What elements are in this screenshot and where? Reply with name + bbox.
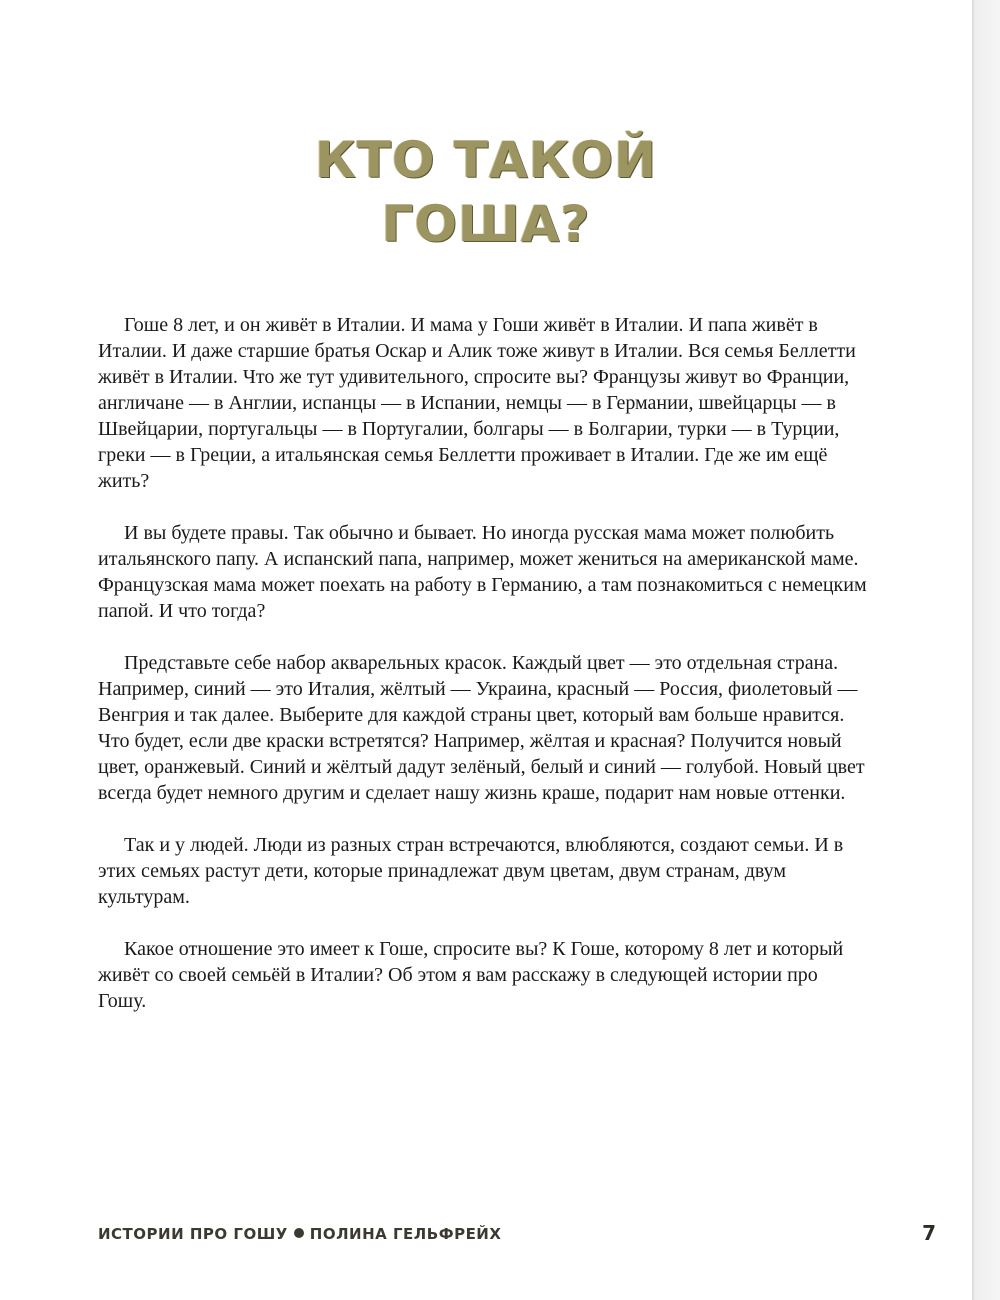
paragraph-5: Какое отношение это имеет к Гоше, спросите вы? К Гоше, которому 8 лет и который живёт со своей семьёй в Италии? Об этом я вам расскажу в следующей истории про Гошу. [98, 938, 844, 1012]
paragraph-1: Гоше 8 лет, и он живёт в Италии. И мама у Гоши живёт в Италии. И папа живёт в Италии. И даже старшие братья Оскар и Алик тоже живут в Италии. Вся семья Беллетти живёт в Италии. Что же тут удивительного, спросите вы? Французы живут во Франции, англичане — в Англии, испанцы — в Испании, немцы — в Германии, швейцарцы — в Швейцарии, португальцы — в Португалии, болгары — в Болгарии, турки — в Турции, греки — в Греции, а итальянская семья Беллетти проживает в Италии. Где же им ещё жить? [98, 314, 856, 492]
paragraph-3: Представьте себе набор акварельных красок. Каждый цвет — это отдельная страна. Например, синий — это Италия, жёлтый — Украина, красный — Россия, фиолетовый — Венгрия и так далее. Выберите для каждой страны цвет, который вам больше нравится. Что будет, если две краски встретятся? Например, жёлтая и красная? Получится новый цвет, оранжевый. Синий и жёлтый дадут зелёный, белый и синий — голубой. Новый цвет всегда будет немного другим и сделает нашу жизнь краше, подарит нам новые оттенки. [98, 652, 865, 804]
paragraph-2: И вы будете правы. Так обычно и бывает. Но иногда русская мама может полюбить итальянского папу. А испанский папа, например, может жениться на американской маме. Французская мама может поехать на работу в Германию, а там познакомиться с немецким папой. И что тогда? [98, 522, 867, 622]
chapter-body [98, 312, 868, 1040]
chapter-title [0, 128, 972, 256]
chapter-title-line-2: ГОША? [381, 195, 591, 253]
footer-book-title: ИСТОРИИ ПРО ГОШУ [98, 1225, 288, 1243]
page-number: 7 [922, 1221, 936, 1245]
footer-author: ПОЛИНА ГЕЛЬФРЕЙХ [309, 1225, 502, 1243]
page-edge [972, 0, 1000, 1300]
paragraph-4: Так и у людей. Люди из разных стран встречаются, влюбляются, создают семьи. И в этих семьях растут дети, которые принадлежат двум цветам, двум странам, двум культурам. [98, 834, 844, 908]
running-footer [98, 1225, 501, 1243]
chapter-title-line-1: КТО ТАКОЙ [315, 131, 657, 189]
bullet-separator-icon [294, 1228, 304, 1238]
